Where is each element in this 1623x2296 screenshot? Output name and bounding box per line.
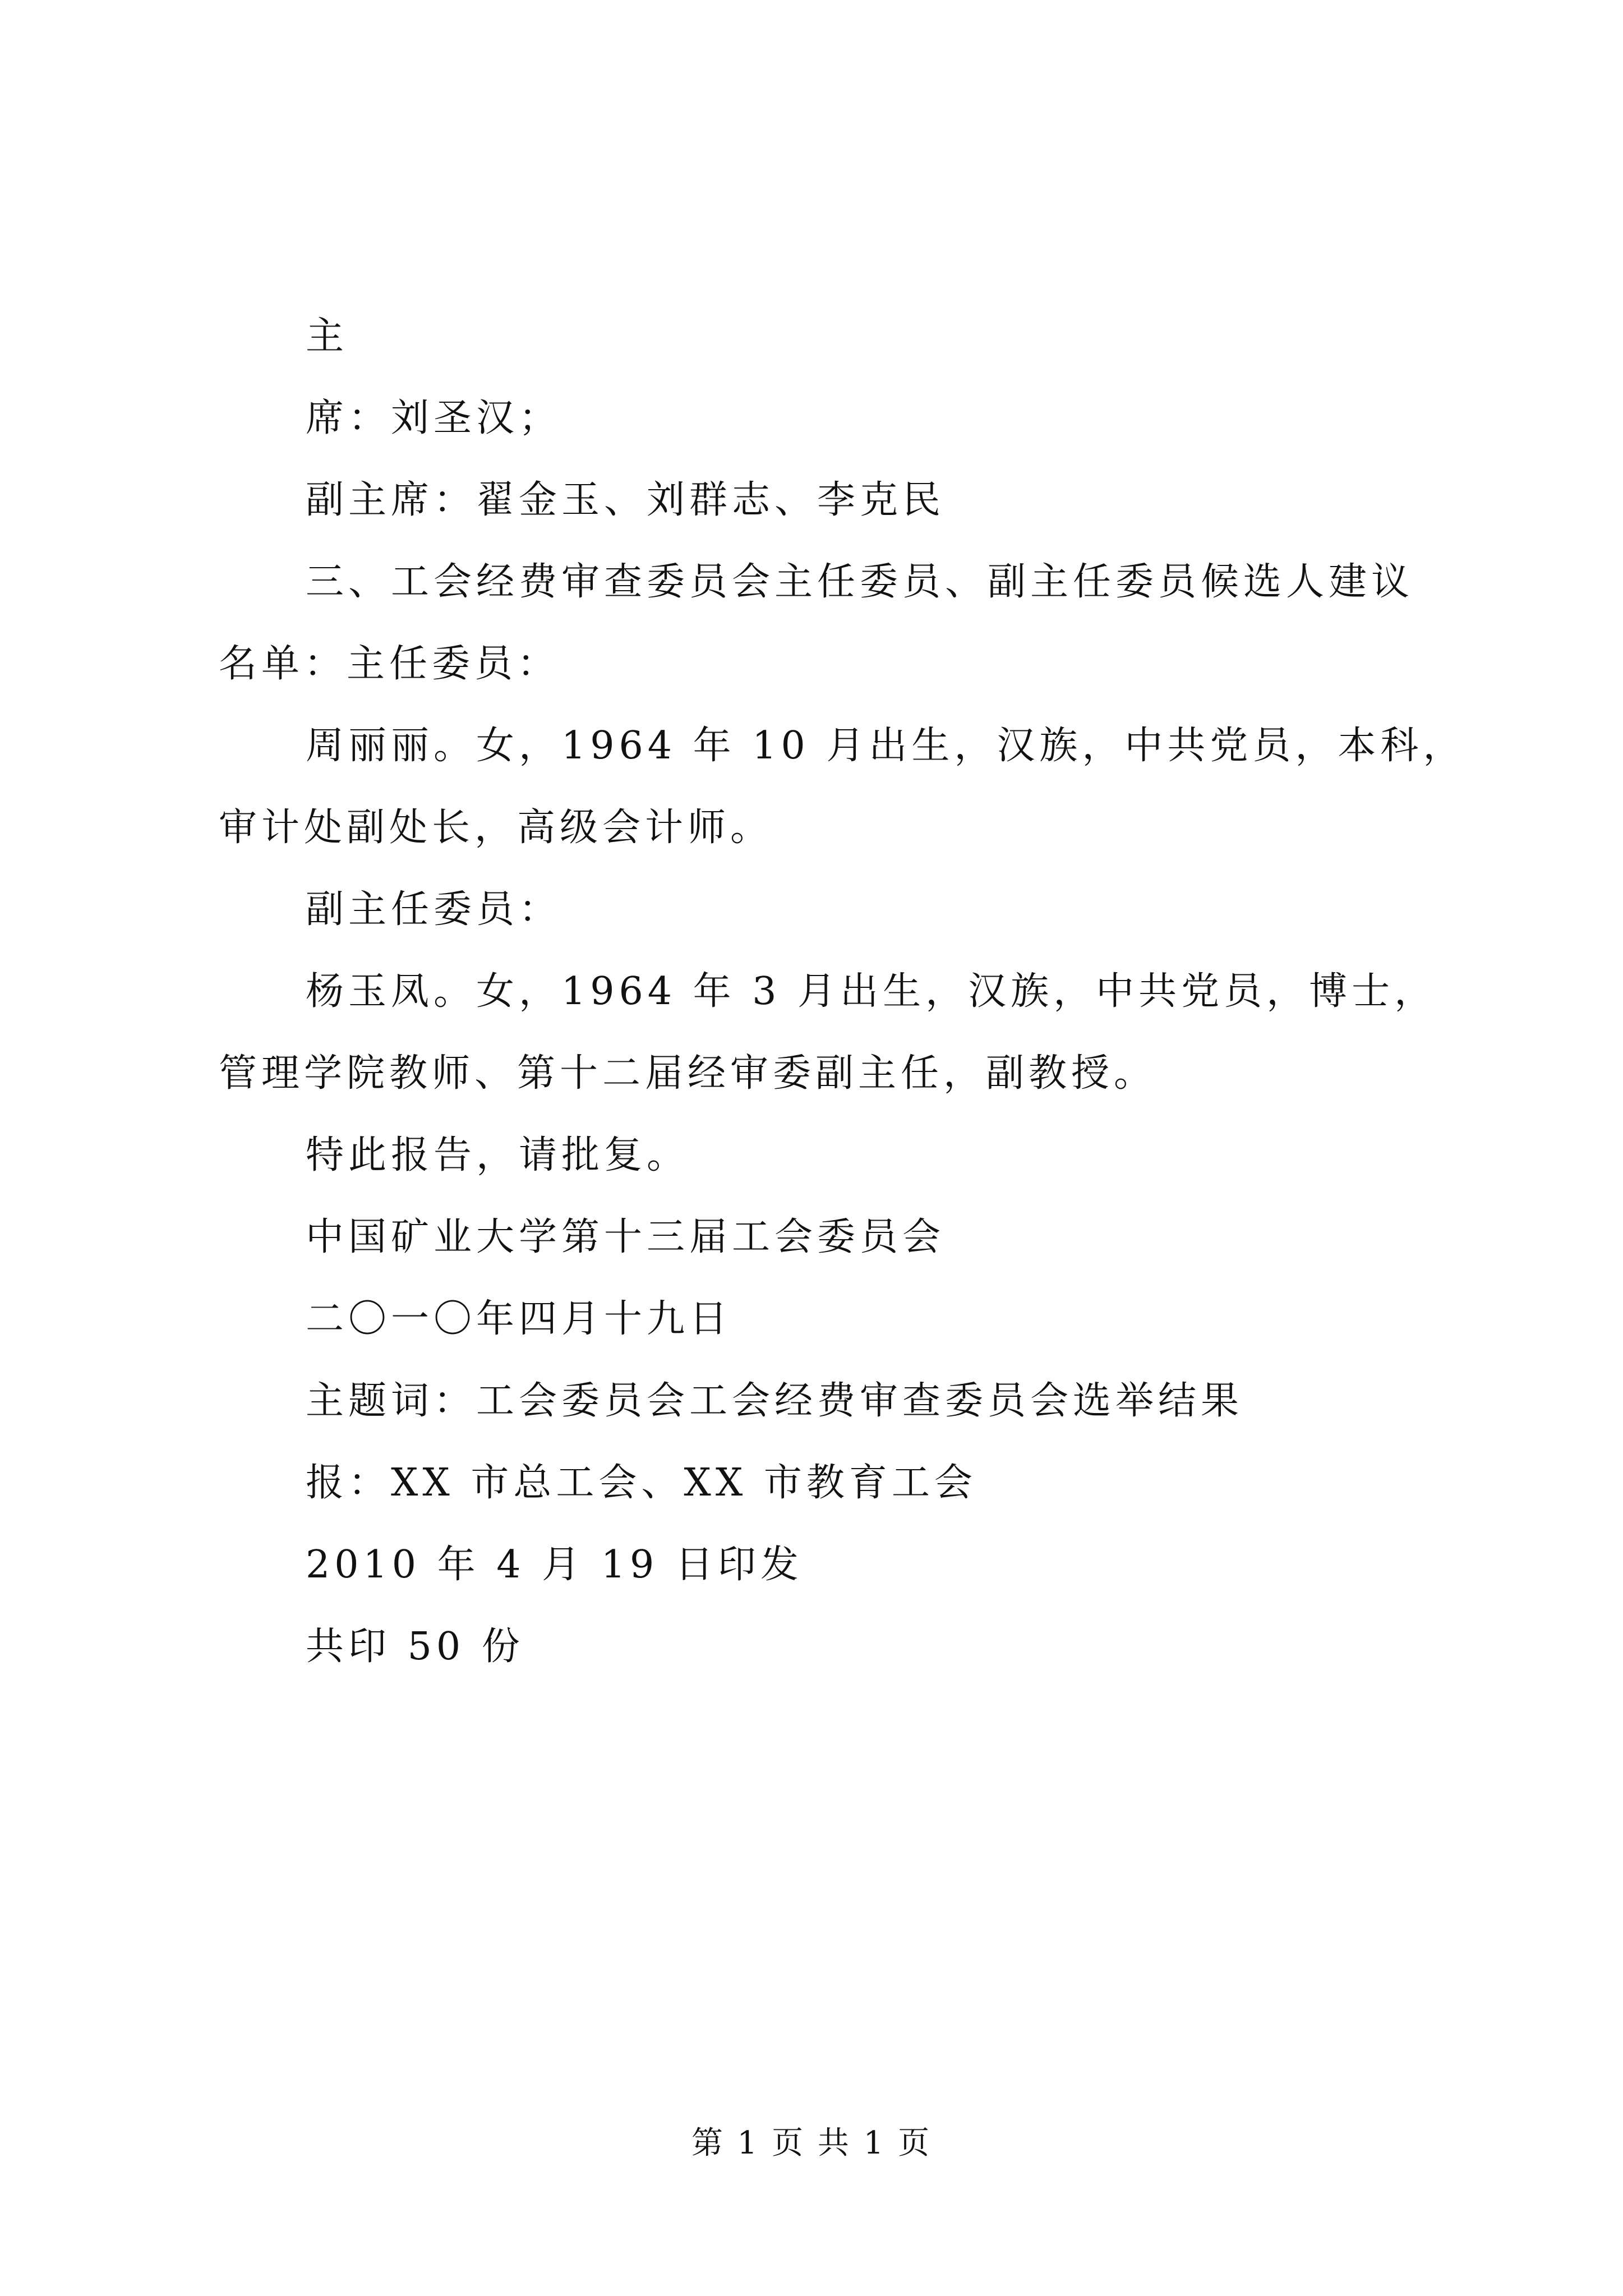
text-line-section-three: 三、工会经费审查委员会主任委员、副主任委员候选人建议 <box>306 560 1414 604</box>
text-line-vice-director: 副主任委员： <box>306 887 562 932</box>
text-line-yang-yufeng: 杨玉凤。女，1964 年 3 月出生，汉族，中共党员，博士， <box>306 969 1437 1014</box>
page-footer: 第 1 页 共 1 页 <box>691 2125 932 2161</box>
text-line-zhou-lili-position: 审计处副处长，高级会计师。 <box>219 806 773 850</box>
text-line-closing: 特此报告，请批复。 <box>306 1133 690 1177</box>
text-line-issue-date: 2010 年 4 月 19 日印发 <box>306 1543 803 1587</box>
text-line-zhou-lili: 周丽丽。女，1964 年 10 月出生，汉族，中共党员，本科， <box>306 724 1466 768</box>
text-line-copies: 共印 50 份 <box>306 1625 524 1669</box>
text-line-zhu: 主 <box>306 314 349 358</box>
text-line-organization: 中国矿业大学第十三届工会委员会 <box>306 1215 946 1259</box>
text-line-date: 二〇一〇年四月十九日 <box>306 1297 732 1341</box>
text-line-yang-yufeng-position: 管理学院教师、第十二届经审委副主任，副教授。 <box>219 1051 1157 1096</box>
text-line-vice-chairman: 副主席：翟金玉、刘群志、李克民 <box>306 478 946 522</box>
text-line-list-director: 名单：主任委员： <box>219 642 560 686</box>
text-line-chairman: 席：刘圣汉； <box>306 396 562 440</box>
text-line-keywords: 主题词：工会委员会工会经费审查委员会选举结果 <box>306 1379 1244 1423</box>
text-line-recipients: 报：XX 市总工会、XX 市教育工会 <box>306 1461 977 1505</box>
